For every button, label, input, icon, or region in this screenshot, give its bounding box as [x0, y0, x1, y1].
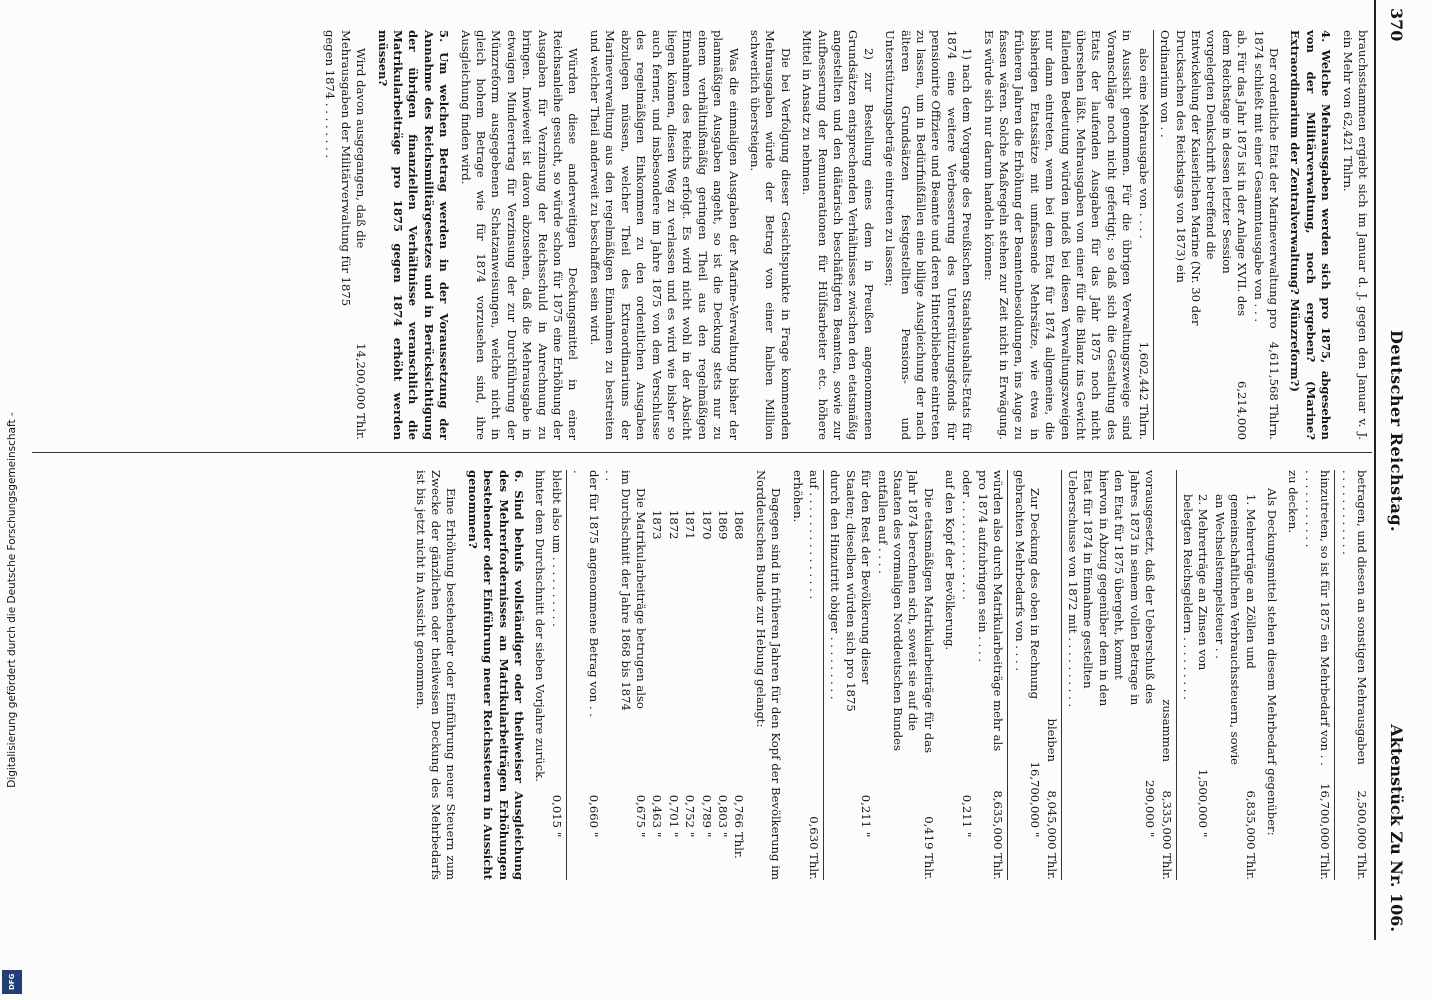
year-row: [649, 470, 664, 880]
amount-row: [1043, 470, 1061, 880]
year-row: [731, 470, 746, 880]
question-heading: 5. Um welchen Betrag werden in der Voraussetzung der Annahme des Reichsmilitärgesetzes und in Berücksichtigung der übrigen finanziellen Verhältnisse veranschlich die Matrikularbeiträge pro 1875 gegen 1874 erhöht werden müssen?: [375, 30, 452, 440]
year-row: [715, 470, 730, 880]
amount-row: [1338, 470, 1369, 880]
paragraph: hinter dem Durchschnitt der sieben Vorjahre zurück.: [533, 470, 548, 782]
row-unit: ": [586, 832, 601, 838]
year-unit: ": [650, 832, 665, 838]
list-item: 1) nach dem Vorgange des Preußischen Staatshaushalts-Etats für 1874 eine weitere Verbesserung des Unterstützungsfonds für pensionirte Offiziere und Beamte und deren Hinterbliebene eintreten zu lassen, um in Bedürfnißfällen eine billige Ausgleichung der nach älteren Grundsätzen festgestellten Pensions- und Unterstützungsbeträge eintreten zu lassen;: [883, 30, 975, 440]
row-label: bleibt also um . . . . . . . . . .: [549, 470, 564, 627]
left-column: [40, 30, 1370, 440]
row-unit: ": [959, 832, 974, 838]
row-value: 1,602,442 Thlrn.: [1136, 341, 1151, 440]
year-row: [682, 470, 697, 880]
row-label: der für 1875 angenommene Betrag von . . .: [571, 470, 601, 717]
amount-row: [1180, 470, 1211, 880]
row-value: 2,500,000 Thlr.: [1355, 790, 1369, 880]
amount-row: [1135, 30, 1153, 440]
page-header: [1374, 0, 1410, 940]
question-heading: 6. Sind behufs vollständiger oder theilweiser Ausgleichung des Mehrerfordernisses an Matrikularbeiträgen Erhöhungen bestehender oder Einführung neuer Reichssteuern in Aussicht genommen?: [465, 470, 527, 880]
amount-row: [1157, 30, 1249, 440]
paragraph: Eine Erhöhung bestehender oder Einführung neuer Steuern zum Zwecke der gänzlichen oder theilweisen Deckung des Mehrbedarfs ist bis jetzt nicht in Aussicht genommen.: [413, 470, 459, 880]
row-label: 1. Mehrerträge an Zöllen und gemeinschaftlichen Verbrauchssteuern, sowie an Wechselstempelsteuer . .: [1212, 494, 1258, 766]
row-value: 0,211: [859, 794, 874, 828]
row-label: hinzutreten, so ist für 1875 ein Mehrbedarf von . . . . . . . . . . . . .: [1302, 470, 1333, 766]
row-unit: ": [859, 832, 874, 838]
paragraph: Was die einmaligen Ausgaben der Marine-Verwaltung bisher der planmäßigen Ausgaben angeht, so ist die Deckung stets nur zu einem verhältnißmäßig geringen Theil aus den regelmäßigen Einnahmen des Reichs erfolgt. Es wird nicht wohl in der Absicht liegen können, diesen Weg zu verlassen und es wird wie bisher so auch ferner, und insbesondere im Jahre 1875 von dem Verschlusse des regelmäßigen Einkommen zu den ordentlichen Ausgaben abzulegen müssen, welcher Theil des Extraordinariums der Marineverwaltung aus den regelmäßigen Einnahmen zu bestreiten und welcher Theil anderweit zu beschaffen sein wird.: [587, 30, 741, 440]
year-value: 0,766: [732, 794, 747, 828]
row-value: 0,630 Thlr.: [807, 816, 821, 880]
row-label: oder . . . . . . . . . . . . . .: [959, 470, 974, 600]
row-value: 1,500,000: [1196, 768, 1211, 828]
amount-row: [570, 470, 601, 880]
amount-row: [806, 470, 824, 880]
year-value: 0,752: [683, 794, 698, 828]
paragraph: Die bei Verfolgung dieser Gesichtspunkte in Frage kommenden Mehrausgaben würde der Betrag von einer halben Million schwerlich übersteigen.: [747, 30, 793, 440]
row-value: 0,675: [633, 794, 648, 828]
amount-row: [827, 470, 873, 880]
right-column: [40, 470, 1370, 880]
paragraph: brauchsstammen ergiebt sich im Januar d. J. gegen den Januar v. J. ein Mehr von 62,421 Thlrn.: [1340, 30, 1370, 440]
row-label: 2. Mehrerträge an Zinsen von belegten Reichsgeldern . . . . . . . . .: [1180, 494, 1211, 700]
row-value: 8,045,000 Thlr.: [1044, 790, 1059, 880]
row-value: 6,835,000 Thlr.: [1243, 790, 1258, 880]
row-unit: ": [633, 832, 648, 838]
paragraph: in Aussicht genommen. Für die übrigen Verwaltungszweige sind Voranschläge noch nicht gefertigt; so daß sich die Gestaltung des Etats der laufenden Ausgaben für das Jahr 1875 noch nicht übersehen läßt. Mehrausgaben von einer für die Bilanz ins Gewicht fallenden Bedeutung würden indeß bei diesen Verwaltungszweigen nur dann eintreten, wenn bei dem Etat für 1874 allgemeine, die bisherigen Etatssätze mit umfassende Mehrsätze, wie etwa in früheren Jahren die Erhöhung der Beamtenbesoldungen, ins Auge zu fassen wären. Solche Maßregeln stehen zur Zeit nicht in Erwägung. Es würde sich nur darum handeln können:: [981, 30, 1135, 440]
row-unit: ": [1143, 832, 1158, 838]
row-label: Der ordentliche Etat der Marineverwaltung pro 1874 schließt mit einer Gesammtausgabe von . . .: [1251, 30, 1281, 329]
amount-row: [1301, 470, 1335, 880]
row-value: 8,335,000 Thlr.: [1159, 790, 1174, 880]
amount-row: [602, 470, 648, 880]
year-label: 1868: [732, 510, 747, 540]
paragraph: Dagegen sind in früheren Jahren für den Kopf der Bevölkerung im Norddeutschen Bunde zur Hebung gelangt:: [753, 470, 784, 880]
supplement-label: Aktenstück Zu Nr. 106.: [1387, 724, 1406, 932]
row-value: 0,660: [586, 794, 601, 828]
year-label: 1869: [715, 510, 730, 540]
year-label: 1872: [666, 510, 681, 540]
amount-row: [975, 470, 1009, 880]
amount-row: [1211, 470, 1257, 880]
column-divider: [32, 452, 1372, 453]
row-value: 16,700,000 Thlr.: [1318, 783, 1333, 880]
question-heading: 4. Welche Mehrausgaben werden sich pro 1875, abgesehen von der Militärverwaltung, noch ergeben? (Marine? Extraordinarium der Zentralverwaltung? Münzreform?): [1288, 30, 1334, 440]
row-value: 0,015: [549, 794, 564, 828]
row-value: 16,700,000: [1028, 761, 1043, 828]
paragraph: Als Deckungsmittel stehen diesem Mehrbedarf gegenüber:: [1264, 488, 1279, 836]
row-label: betragen, und diesen an sonstigen Mehrausgaben . . . . . . . . . . . .: [1339, 470, 1369, 765]
amount-row: [1250, 30, 1281, 440]
row-label: bleiben: [1044, 718, 1059, 762]
list-item: 2) zur Bestellung eines dem in Preußen angenommenen Grundsätzen entsprechenden Verhältnisses zwischen den etatsmäßig angestellten und den diätarisch beschäftigten Beamten, sowie zur Aufbesserung der Remunerationen für Hülfsarbeiter etc. höhere Mittel in Ansatz zu nehmen.: [800, 30, 876, 440]
year-value: 0,803: [715, 794, 730, 828]
year-unit: ": [666, 832, 681, 838]
row-label: Die etatsmäßigen Matrikularbeiträge für das Jahr 1874 berechnen sich, soweit sie auf die Staaten des vormaligen Norddeutschen Bundes entfallen auf . . . .: [875, 470, 936, 754]
page-number: 370: [1387, 8, 1406, 42]
logo-text: DFG: [8, 973, 16, 991]
row-label: zusammen: [1159, 699, 1174, 762]
amount-row: [958, 470, 973, 880]
year-table: [649, 470, 746, 880]
year-value: 0,463: [650, 794, 665, 828]
row-value: 6,214,000: [1235, 380, 1250, 440]
row-value: 0,211: [959, 794, 974, 828]
amount-row: [874, 470, 936, 880]
year-unit: ": [715, 832, 730, 838]
amount-row: [1065, 470, 1157, 880]
row-value: 14,200,000 Thlr.: [354, 343, 369, 440]
row-unit: ": [1028, 832, 1043, 838]
year-row: [665, 470, 680, 880]
row-value: 4,611,568 Thlrn.: [1266, 341, 1281, 440]
dfg-logo-icon: [2, 970, 22, 994]
amount-row: [549, 470, 567, 880]
row-unit: ": [549, 832, 564, 838]
year-unit: ": [699, 832, 714, 838]
running-title: Deutscher Reichstag.: [1387, 330, 1406, 533]
row-label: auf . . . . . . . . . . . . . . .: [807, 470, 821, 600]
row-value: 290,000: [1143, 780, 1158, 828]
year-label: 1870: [699, 510, 714, 540]
amount-row: [1011, 470, 1042, 880]
paragraph: zu decken.: [1286, 470, 1301, 534]
paragraph: erhöhen.: [790, 470, 805, 523]
year-unit: ": [683, 832, 698, 838]
row-label: würden also durch Matrikularbeiträge mehr als pro 1874 aufzubringen sein . . . .: [976, 470, 1006, 752]
row-label: Wird davon ausgegangen, daß die Mehrausgaben der Militärverwaltung für 1875 gegen 1874 . . . . . . . .: [323, 30, 369, 307]
paragraph: auf den Kopf der Bevölkerung.: [943, 470, 958, 651]
year-value: 0,701: [666, 794, 681, 828]
row-label: Die Matrikularbeiträge betrugen also im Durchschnitt der Jahre 1868 bis 1874 . .: [603, 470, 648, 711]
paragraph: Würden diese anderweitigen Deckungsmittel in einer Reichsanleihe gesucht, so würde schon für 1875 eine Erhöhung der Ausgaben für Verzinsung der Reichsschuld in Anrechnung zu bringen. Inwieweit ist davon abzusehen, daß die Mehrausgabe in etwaigen Minderertrag für Verzinsung der zur Durchführung der Münzreform ausgegebenen Schatzanweisungen, welche nicht in gleich hohem Betrage wie für 1874 vorzusehen sind, ihre Ausgleichung finden wird.: [458, 30, 581, 440]
digitization-credit: Digitalisierung gefördert durch die Deutsche Forschungsgemeinschaft -: [6, 412, 18, 788]
row-value: 0,419 Thlr.: [921, 816, 936, 880]
amount-row: [1158, 470, 1176, 880]
row-label: ab. Für das Jahr 1875 ist in der Anlage XVII. des dem Reichstage in dessen letzter Session vorgelegten Denkschrift betreffend die Entwickelung der Kaiserlichen Marine (Nr. 30 der Drucksachen des Reichstags von 1873) ein Ordinarium von . .: [1158, 30, 1250, 326]
year-label: 1871: [683, 510, 698, 540]
year-unit: Thlr.: [732, 832, 747, 859]
row-label: Zur Deckung des oben in Rechnung gebrachten Mehrbedarfs von . . . .: [1012, 470, 1043, 700]
year-value: 0,789: [699, 794, 714, 828]
row-label: also eine Mehrausgabe von . . . .: [1136, 48, 1151, 239]
amount-row: [322, 30, 368, 440]
row-value: 8,635,000 Thlr.: [991, 790, 1006, 880]
year-label: 1873: [650, 510, 665, 540]
row-unit: ": [1196, 832, 1211, 838]
year-row: [698, 470, 713, 880]
row-label: vorausgesetzt, daß der Ueberschuß des Jahres 1873 in seinem vollen Betrage in den Etat für 1875 übergeht, kommt hiervon in Abzug gegenüber dem in den Etat für 1874 in Einnahme gestellten Ueberschusse von 1872 mit . . . . . . . . . .: [1066, 470, 1158, 708]
row-label: für den Rest der Bevölkerung dieser Staaten; dieselben würden sich pro 1875 durch den Hinzutritt obiger . . . . . . . . .: [828, 470, 874, 712]
